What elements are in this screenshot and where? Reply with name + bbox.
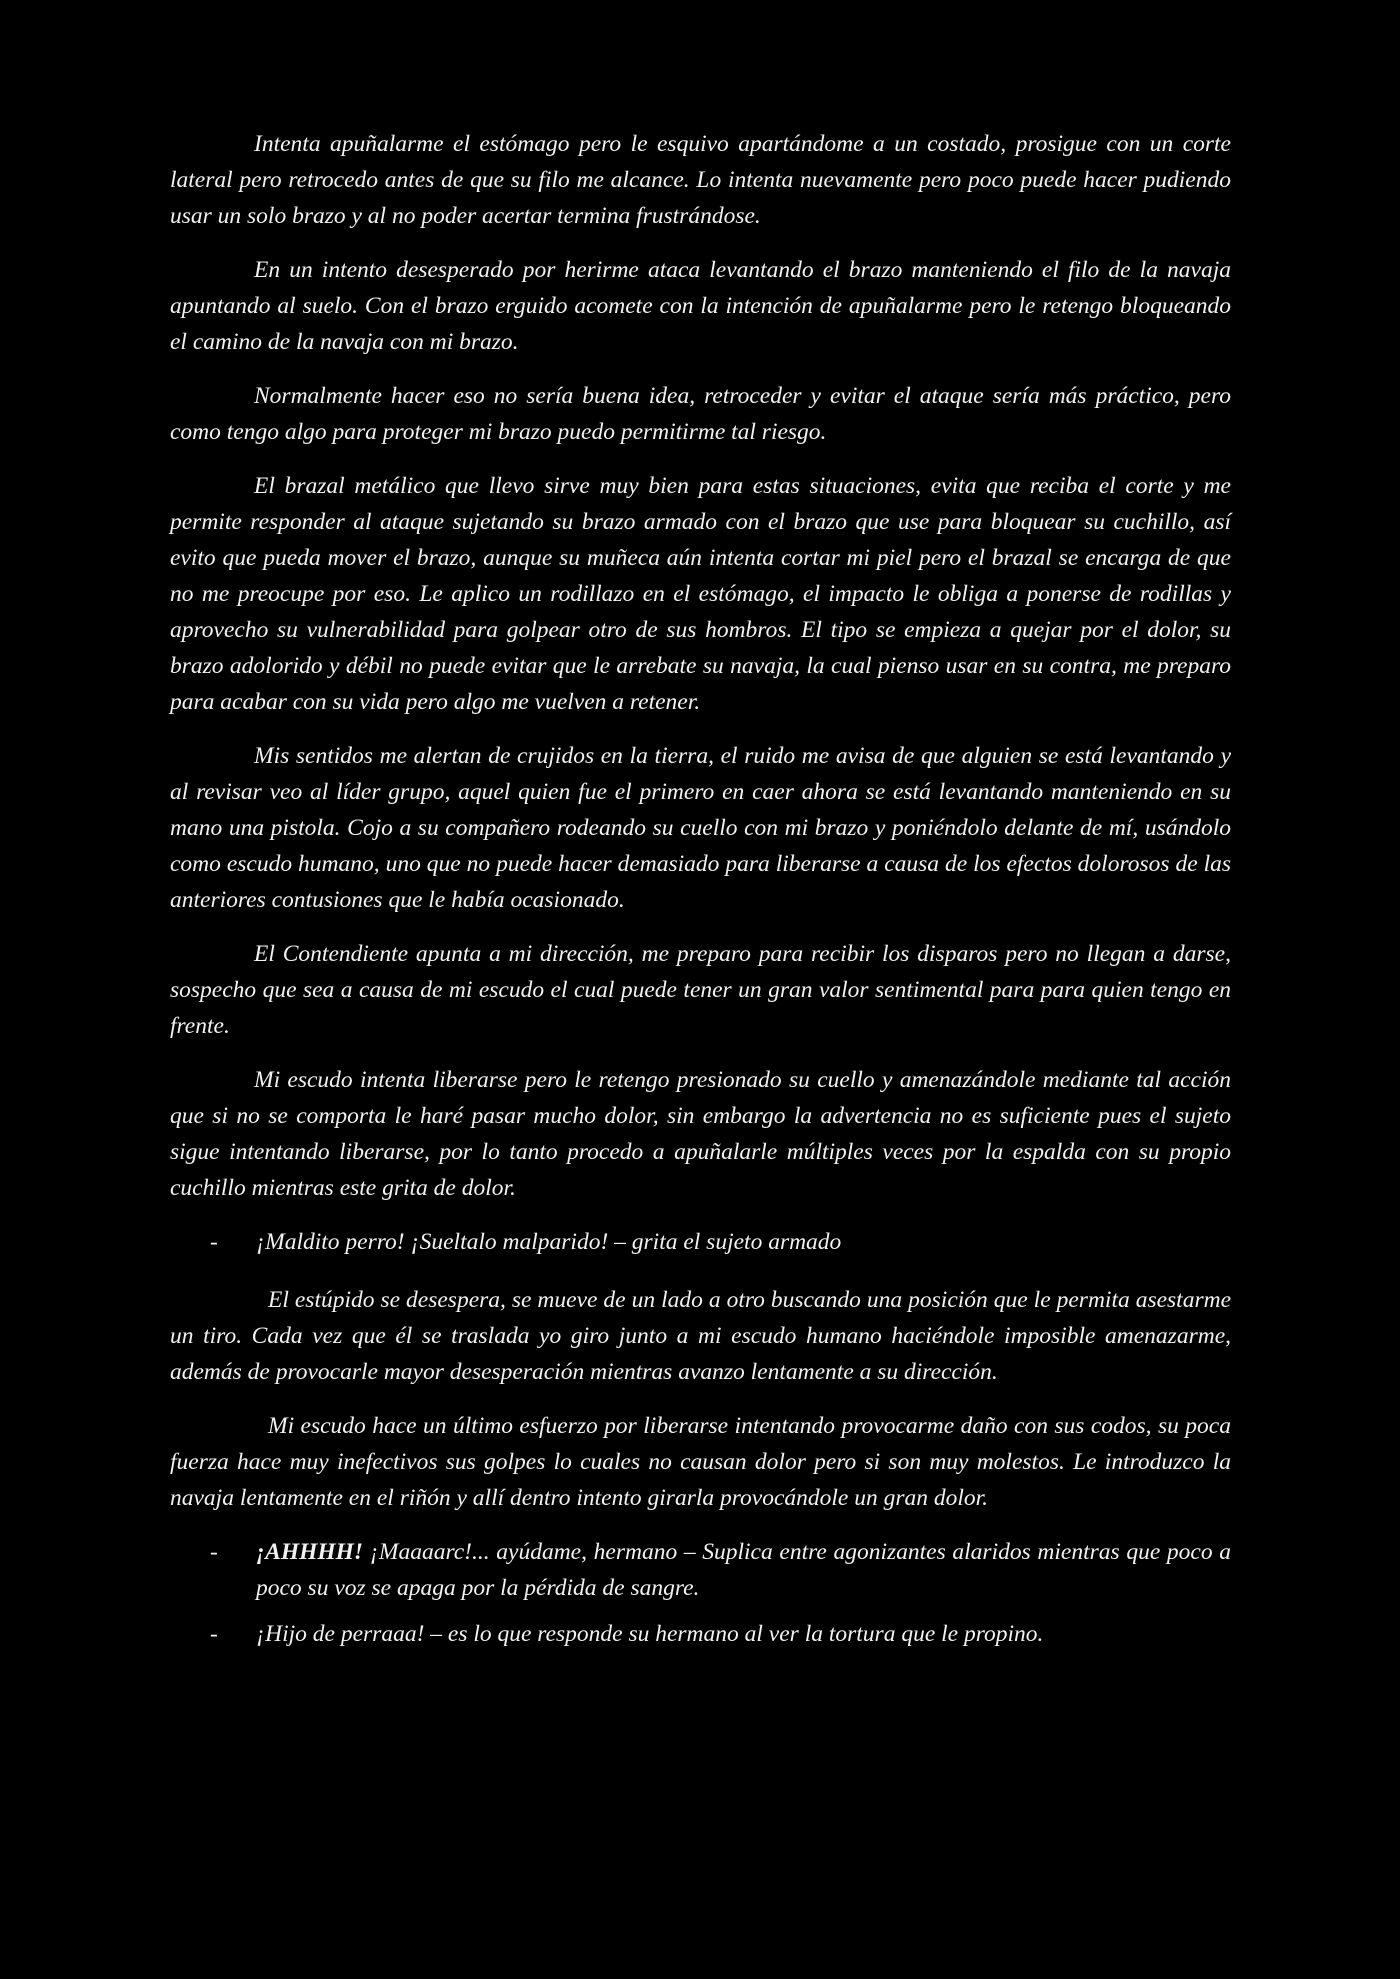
dialog-line-2 <box>170 1534 1231 1606</box>
dialog-line-3 <box>170 1616 1231 1652</box>
paragraph-7: Mi escudo intenta liberarse pero le retengo presionado su cuello y amenazándole mediante tal acción que si no se comporta le haré pasar mucho dolor, sin embargo la advertencia no es suficiente pues el sujeto sigue intentando liberarse, por lo tanto procedo a apuñalarle múltiples veces por la espalda con su propio cuchillo mientras este grita de dolor. <box>170 1067 1231 1201</box>
dialog-line-1 <box>170 1224 1231 1260</box>
paragraph-1: Intenta apuñalarme el estómago pero le esquivo apartándome a un costado, prosigue con un corte lateral pero retrocedo antes de que su filo me alcance. Lo intenta nuevamente pero poco puede hacer pudiendo usar un solo brazo y al no poder acertar termina frustrándose. <box>170 131 1231 229</box>
dialog-shout: ¡AHHHH! <box>256 1539 364 1565</box>
paragraph-6: El Contendiente apunta a mi dirección, me preparo para recibir los disparos pero no llegan a darse, sospecho que sea a causa de mi escudo el cual puede tener un gran valor sentimental para para quien tengo en frente. <box>170 941 1231 1039</box>
paragraph-9: Mi escudo hace un último esfuerzo por liberarse intentando provocarme daño con sus codos, su poca fuerza hace muy inefectivos sus golpes lo cuales no causan dolor pero si son muy molestos. Le introduzco la navaja lentamente en el riñón y allí dentro intento girarla provocándole un gran dolor. <box>170 1413 1231 1511</box>
paragraph-8: El estúpido se desespera, se mueve de un lado a otro buscando una posición que le permita asestarme un tiro. Cada vez que él se traslada yo giro junto a mi escudo humano haciéndole imposible amenazarme, además de provocarle mayor desesperación mientras avanzo lentamente a su dirección. <box>170 1287 1231 1385</box>
dialog-text: ¡Maldito perro! ¡Sueltalo malparido! – grita el sujeto armado <box>256 1229 842 1255</box>
dialog-text-rest: ¡Maaaarc!... ayúdame, hermano – Suplica entre agonizantes alaridos mientras que poco a poco su voz se apaga por la pérdida de sangre. <box>256 1539 1231 1601</box>
dialog-text <box>256 1534 1231 1606</box>
dialog-text: ¡Hijo de perraaa! – es lo que responde su hermano al ver la tortura que le propino. <box>256 1621 1044 1647</box>
dialog-dash: - <box>210 1621 218 1647</box>
document-body <box>170 126 1231 1662</box>
paragraph-4: El brazal metálico que llevo sirve muy bien para estas situaciones, evita que reciba el corte y me permite responder al ataque sujetando su brazo armado con el brazo que use para bloquear su cuchillo, así evito que pueda mover el brazo, aunque su muñeca aún intenta cortar mi piel pero el brazal se encarga de que no me preocupe por eso. Le aplico un rodillazo en el estómago, el impacto le obliga a ponerse de rodillas y aprovecho su vulnerabilidad para golpear otro de sus hombros. El tipo se empieza a quejar por el dolor, su brazo adolorido y débil no puede evitar que le arrebate su navaja, la cual pienso usar en su contra, me preparo para acabar con su vida pero algo me vuelven a retener. <box>170 473 1231 715</box>
paragraph-3: Normalmente hacer eso no sería buena idea, retroceder y evitar el ataque sería más práctico, pero como tengo algo para proteger mi brazo puedo permitirme tal riesgo. <box>170 383 1231 445</box>
dialog-dash: - <box>210 1229 218 1255</box>
paragraph-2: En un intento desesperado por herirme ataca levantando el brazo manteniendo el filo de la navaja apuntando al suelo. Con el brazo erguido acomete con la intención de apuñalarme pero le retengo bloqueando el camino de la navaja con mi brazo. <box>170 257 1231 355</box>
dialog-dash: - <box>210 1539 218 1565</box>
paragraph-5: Mis sentidos me alertan de crujidos en la tierra, el ruido me avisa de que alguien se está levantando y al revisar veo al líder grupo, aquel quien fue el primero en caer ahora se está levantando manteniendo en su mano una pistola. Cojo a su compañero rodeando su cuello con mi brazo y poniéndolo delante de mí, usándolo como escudo humano, uno que no puede hacer demasiado para liberarse a causa de los efectos dolorosos de las anteriores contusiones que le había ocasionado. <box>170 743 1231 913</box>
